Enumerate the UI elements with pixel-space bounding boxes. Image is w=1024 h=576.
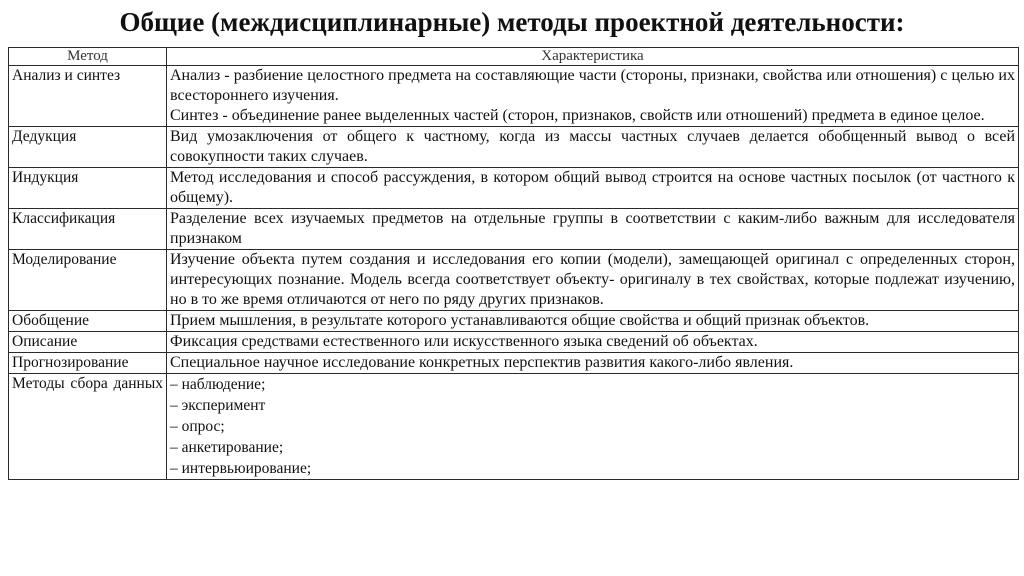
description-paragraph: Вид умозаключения от общего к частному, когда из массы частных случаев делается обобщенный вывод о всей совокупности таких случаев. bbox=[170, 128, 1015, 165]
method-cell: Классификация bbox=[9, 209, 167, 250]
description-paragraph: Синтез - объединение ранее выделенных частей (сторон, признаков, свойств или отношений) предмета в единое целое. bbox=[170, 107, 985, 124]
table-row bbox=[9, 332, 1019, 353]
page-title: Общие (междисциплинарные) методы проектной деятельности: bbox=[119, 7, 905, 37]
description-paragraph: Фиксация средствами естественного или искусственного языка сведений об объектах. bbox=[170, 333, 758, 350]
list-item: – анкетирование; bbox=[170, 439, 284, 456]
list-item: – наблюдение; bbox=[170, 376, 266, 393]
table-row bbox=[9, 311, 1019, 332]
description-paragraph: Метод исследования и способ рассуждения, в котором общий вывод строится на основе частных посылок (от частного к общему). bbox=[170, 169, 1015, 206]
description-paragraph: Специальное научное исследование конкретных перспектив развития какого-либо явления. bbox=[170, 354, 794, 371]
description-cell bbox=[167, 127, 1019, 168]
methods-table bbox=[8, 47, 1019, 480]
table-row bbox=[9, 168, 1019, 209]
description-paragraph: Разделение всех изучаемых предметов на отдельные группы в соответствии с каким-либо важным для исследователя признаком bbox=[170, 210, 1015, 247]
description-cell bbox=[167, 66, 1019, 127]
method-cell: Методы сбора данных bbox=[9, 374, 167, 480]
method-cell: Моделирование bbox=[9, 250, 167, 311]
table-header-row bbox=[9, 48, 1019, 66]
list-item: – опрос; bbox=[170, 418, 225, 435]
method-cell: Обобщение bbox=[9, 311, 167, 332]
description-cell bbox=[167, 353, 1019, 374]
table-row bbox=[9, 374, 1019, 480]
column-header-method: Метод bbox=[9, 48, 167, 66]
table-row bbox=[9, 66, 1019, 127]
description-cell bbox=[167, 332, 1019, 353]
description-cell bbox=[167, 209, 1019, 250]
description-paragraph: Прием мышления, в результате которого устанавливаются общие свойства и общий признак объектов. bbox=[170, 312, 870, 329]
list-item: – эксперимент bbox=[170, 397, 266, 414]
list-item: – интервьюирование; bbox=[170, 460, 312, 477]
table-row bbox=[9, 250, 1019, 311]
method-cell: Описание bbox=[9, 332, 167, 353]
method-cell: Анализ и синтез bbox=[9, 66, 167, 127]
method-cell: Дедукция bbox=[9, 127, 167, 168]
table-row bbox=[9, 353, 1019, 374]
description-paragraph: Изучение объекта путем создания и исследования его копии (модели), замещающей оригинал с определенных сторон, интересующих познание. Модель всегда соответствует объекту- оригиналу в тех свойствах, которые подлежат изучению, но в то же время отличаются от него по ряду других признаков. bbox=[170, 251, 1015, 308]
description-cell bbox=[167, 374, 1019, 480]
description-cell bbox=[167, 250, 1019, 311]
table-row bbox=[9, 127, 1019, 168]
description-cell bbox=[167, 168, 1019, 209]
method-cell: Прогнозирование bbox=[9, 353, 167, 374]
method-cell: Индукция bbox=[9, 168, 167, 209]
description-cell bbox=[167, 311, 1019, 332]
column-header-description: Характеристика bbox=[167, 48, 1019, 66]
description-paragraph: Анализ - разбиение целостного предмета на составляющие части (стороны, признаки, свойства или отношения) с целью их всестороннего изучения. bbox=[170, 67, 1015, 104]
table-row bbox=[9, 209, 1019, 250]
